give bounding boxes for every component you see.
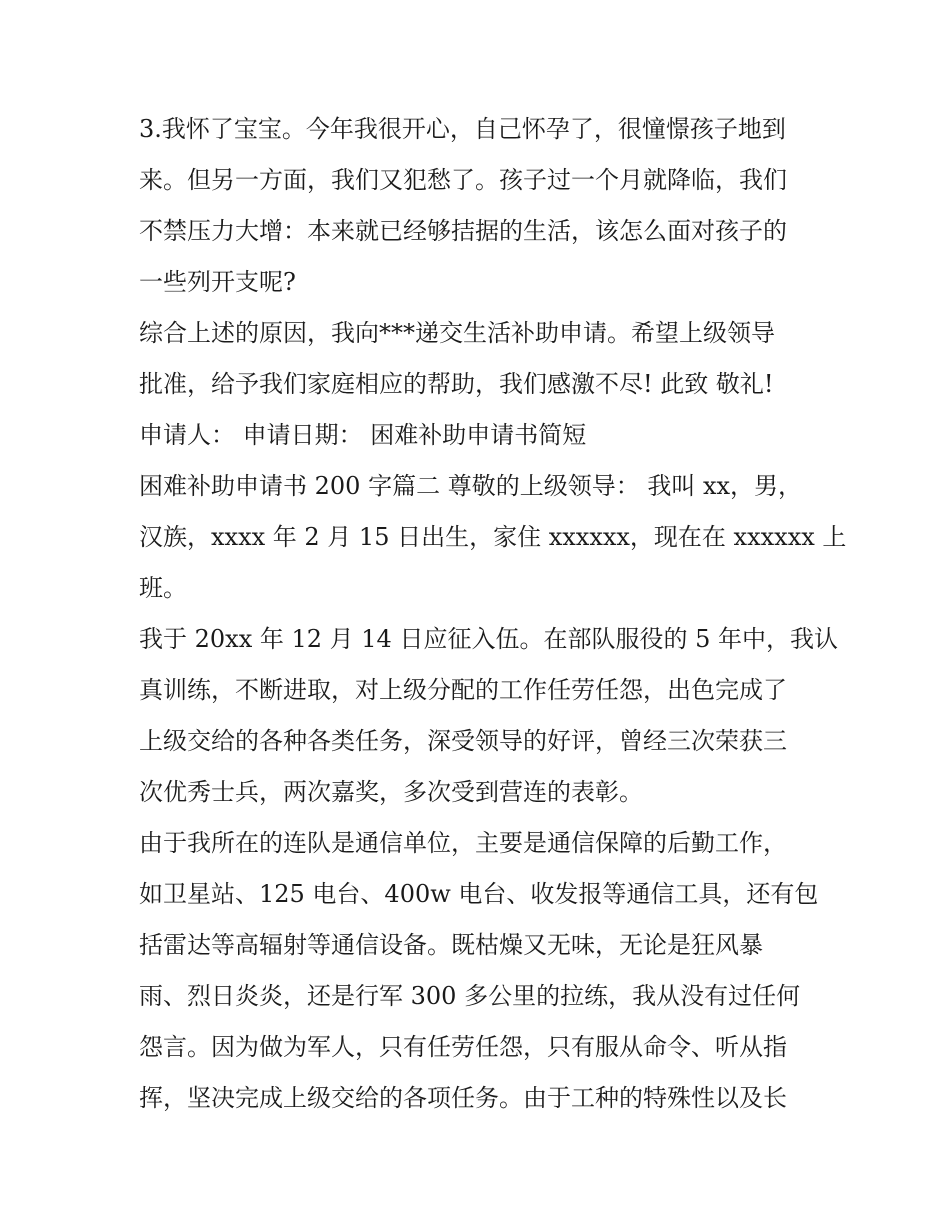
text-line: 括雷达等高辐射等通信设备。既枯燥又无味，无论是狂风暴 bbox=[139, 931, 763, 959]
text-line: 班。 bbox=[139, 574, 187, 602]
text-line: 次优秀士兵，两次嘉奖，多次受到营连的表彰。 bbox=[139, 778, 643, 806]
text-line: 3.我怀了宝宝。今年我很开心，自己怀孕了，很憧憬孩子地到 bbox=[139, 115, 786, 143]
text-line: 汉族，xxxx 年 2 月 15 日出生，家住 xxxxxx，现在在 xxxxxx 上 bbox=[139, 523, 847, 551]
text-line: 真训练，不断进取，对上级分配的工作任劳任怨，出色完成了 bbox=[139, 676, 787, 704]
text-line: 上级交给的各种各类任务，深受领导的好评，曾经三次荣获三 bbox=[139, 727, 787, 755]
text-line: 申请人： 申请日期： 困难补助申请书简短 bbox=[139, 421, 587, 449]
text-line: 由于我所在的连队是通信单位，主要是通信保障的后勤工作， bbox=[139, 829, 787, 857]
text-line: 我于 20xx 年 12 月 14 日应征入伍。在部队服役的 5 年中，我认 bbox=[139, 625, 838, 653]
text-line: 一些列开支呢? bbox=[139, 268, 296, 296]
document-body bbox=[139, 104, 847, 1124]
text-line: 批准，给予我们家庭相应的帮助，我们感激不尽! 此致 敬礼! bbox=[139, 370, 774, 398]
text-line: 综合上述的原因，我向***递交生活补助申请。希望上级领导 bbox=[139, 319, 775, 347]
text-line: 来。但另一方面，我们又犯愁了。孩子过一个月就降临，我们 bbox=[139, 166, 787, 194]
text-line: 怨言。因为做为军人，只有任劳任怨，只有服从命令、听从指 bbox=[139, 1033, 787, 1061]
text-line: 雨、烈日炎炎，还是行军 300 多公里的拉练，我从没有过任何 bbox=[139, 982, 801, 1010]
text-line: 困难补助申请书 200 字篇二 尊敬的上级领导： 我叫 xx，男， bbox=[139, 472, 803, 500]
text-line: 挥，坚决完成上级交给的各项任务。由于工种的特殊性以及长 bbox=[139, 1084, 787, 1112]
text-line: 如卫星站、125 电台、400w 电台、收发报等通信工具，还有包 bbox=[139, 880, 819, 908]
text-line: 不禁压力大增：本来就已经够拮据的生活，该怎么面对孩子的 bbox=[139, 217, 787, 245]
